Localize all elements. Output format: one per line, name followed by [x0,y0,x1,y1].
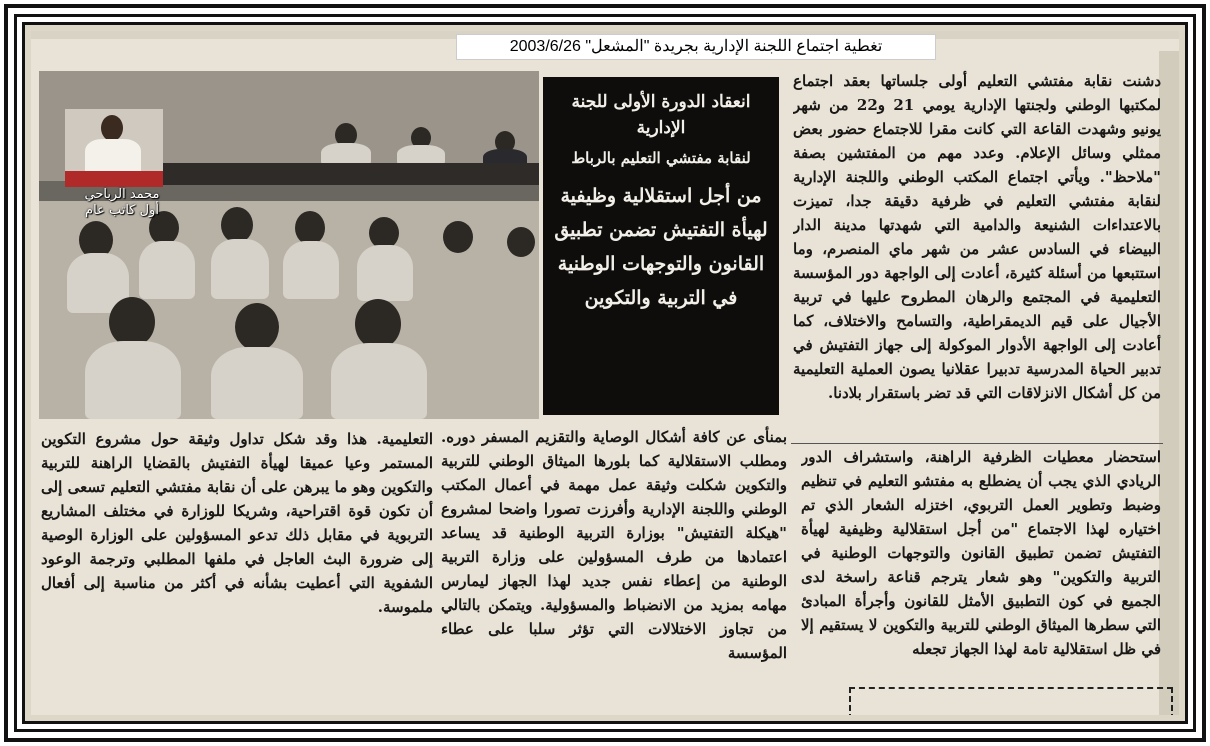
headline-banner [543,77,779,415]
article-paragraph: بمنأى عن كافة أشكال الوصاية والتقزيم المسفر دوره. ومطلب الاستقلالية كما بلورها الميثاق الوطني للتربية والتكوين شكلت وثيقة عمل مهمة في أعمال المكتب الوطني واللجنة الإدارية وأفرزت تصورا واضحا لمشروع "هيكلة التفتيش" بوزارة التربية الوطنية قد يساعد اعتمادها من طرف المسؤولين على وزارة التربية الوطنية من إعطاء نفس جديد لهذا الجهاز ليمارس مهامه بمزيد من الانضباط والمسؤولية. ويتمكن بالتالي من تجاوز الاختلالات التي تؤثر سلبا على عطاء المؤسسة [441,428,787,662]
banner-subtitle: لنقابة مفتشي التعليم بالرباط [571,149,751,167]
audience-head [295,211,325,245]
audience-head [235,303,279,351]
article-column-right-top [793,69,1161,441]
banner-slogan: من أجل استقلالية وظيفية لهيأة التفتيش تضمن تطبيق القانون والتوجهات الوطنية في التربية والتكوين [554,185,768,309]
audience-body [357,245,413,301]
article-paragraph: استحضار معطيات الظرفية الراهنة، واستشراف الدور الريادي الذي يجب أن يضطلع به مفتشو التعليم في تنظيم وضبط وتطوير العمل التربوي، اختزله الشعار الذي تم اختياره لهذا الاجتماع "من أجل استقلالية وظيفية لهيأة التفتيش تضمن تطبيق القانون والتوجهات الوطنية في التربية والتكوين" وهو شعار يترجم قناعة راسخة لدى الجميع في كون التطبيق الأمثل للقانون وأجرأة المبادئ التي سطرها الميثاق الوطني للتربية والتكوين لا يستقيم إلا في ظل استقلالية تامة لهذا الجهاز تجعله [801,448,1161,658]
clipping-caption: تغطية اجتماع اللجنة الإدارية بجريدة "المشعل" 2003/6/26 [456,34,936,60]
audience-head [507,227,535,257]
audience-body [85,341,181,419]
speaker-name: محمد الرباحي [84,187,160,202]
audience-body [139,241,195,299]
speaker-desk [65,171,163,187]
audience-head [221,207,253,243]
article-column-left [41,427,433,695]
speaker-inset-photo [65,109,163,187]
article-column-middle [441,425,787,711]
meeting-photo [39,71,539,419]
audience-body [211,239,269,299]
audience-body [283,241,339,299]
banner-title: انعقاد الدورة الأولى للجنة الإدارية [571,92,751,138]
audience-body [331,343,427,419]
article-paragraph: التعليمية. هذا وقد شكل تداول وثيقة حول مشروع التكوين المستمر وعيا عميقا لهيأة التفتيش بالقضايا الراهنة للتربية والتكوين وهو ما يبرهن على أن نقابة مفتشي التعليم تسعى إلى أن تكون قوة اقتراحية، وشريكا للوزارة في مختلف المشاريع التربوية في مقابل ذلك تدعو المسؤولين على الوزارة الوصية إلى ضرورة البث العاجل في ملفها المطلبي وترجمة الوعود الشفوية التي أعطيت بشأنه في أكثر من مناسبة إلى أفعال ملموسة. [41,430,433,616]
panel-table [129,163,539,185]
newspaper-clipping [31,31,1179,715]
audience-head [443,221,473,253]
inner-border [22,22,1188,724]
audience-head [109,297,155,347]
article-paragraph: دشنت نقابة مفتشي التعليم أولى جلساتها بعقد اجتماع لمكتبها الوطني ولجنتها الإدارية يومي 21 و22 من شهر يونيو وشهدت القاعة التي كانت مقرا للاجتماع حضور بعض ممثلي وسائل الإعلام. وعدد مهم من المفتشين بصفة "ملاحظ". ويأتي اجتماع المكتب الوطني واللجنة الإدارية لنقابة مفتشي التعليم في ظرفية دقيقة جدا، تميزت بالاعتداءات الشنيعة والدامية التي شهدتها مدينة الدار البيضاء في السادس عشر من شهر ماي المنصرم، وما استتبعها من أسئلة كثيرة، أعادت إلى الواجهة دور المؤسسة التعليمية في المجتمع والرهان المطروح عليها في تربية الأجيال على قيم الديمقراطية، والتسامح والاختلاف، كما أعادت إلى الواجهة الأدوار الموكولة إلى جهاز التفتيش في تدبير الحياة المدرسية تدبيرا عقلانيا يصون العملية التعليمية من كل أشكال الانزلاقات التي قد تضر باستقرار بلادنا. [793,72,1161,402]
article-column-right-bottom [801,445,1161,683]
clipping-right-strip [1159,51,1179,715]
dashed-box-fragment [849,687,1173,715]
speaker-role: أول كاتب عام [85,203,159,218]
column-divider [791,443,1163,444]
audience-head [355,299,401,349]
speaker-head [101,115,123,141]
audience-body [211,347,303,419]
